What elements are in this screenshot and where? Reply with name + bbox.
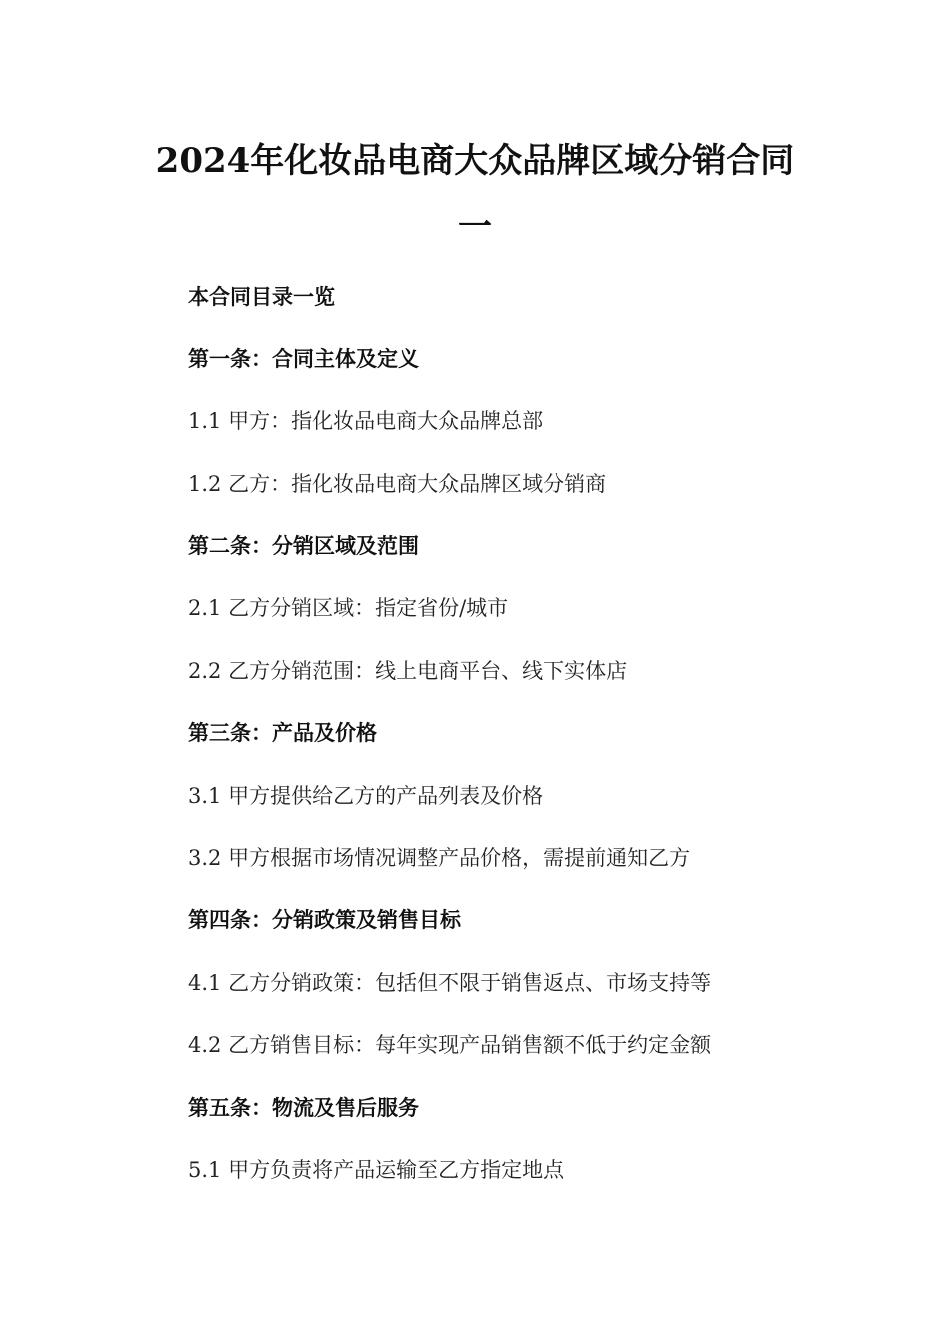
toc-heading: 本合同目录一览 xyxy=(188,285,335,309)
document-title: 2024年化妆品电商大众品牌区域分销合同一 xyxy=(155,141,795,247)
clause-3-1: 3.1 甲方提供给乙方的产品列表及价格 xyxy=(188,784,544,808)
article-5-heading: 第五条：物流及售后服务 xyxy=(188,1096,419,1120)
clause-2-1: 2.1 乙方分销区域：指定省份/城市 xyxy=(188,596,509,620)
article-1-heading: 第一条：合同主体及定义 xyxy=(188,347,419,371)
clause-2-2: 2.2 乙方分销范围：线上电商平台、线下实体店 xyxy=(188,659,628,683)
article-2-heading: 第二条：分销区域及范围 xyxy=(188,534,419,558)
clause-4-1: 4.1 乙方分销政策：包括但不限于销售返点、市场支持等 xyxy=(188,971,712,995)
clause-4-2: 4.2 乙方销售目标：每年实现产品销售额不低于约定金额 xyxy=(188,1033,712,1057)
article-4-heading: 第四条：分销政策及销售目标 xyxy=(188,908,461,932)
article-3-heading: 第三条：产品及价格 xyxy=(188,721,377,745)
clause-5-1: 5.1 甲方负责将产品运输至乙方指定地点 xyxy=(188,1158,565,1182)
clause-3-2: 3.2 甲方根据市场情况调整产品价格，需提前通知乙方 xyxy=(188,846,691,870)
clause-1-2: 1.2 乙方：指化妆品电商大众品牌区域分销商 xyxy=(188,472,607,496)
clause-1-1: 1.1 甲方：指化妆品电商大众品牌总部 xyxy=(188,409,544,433)
